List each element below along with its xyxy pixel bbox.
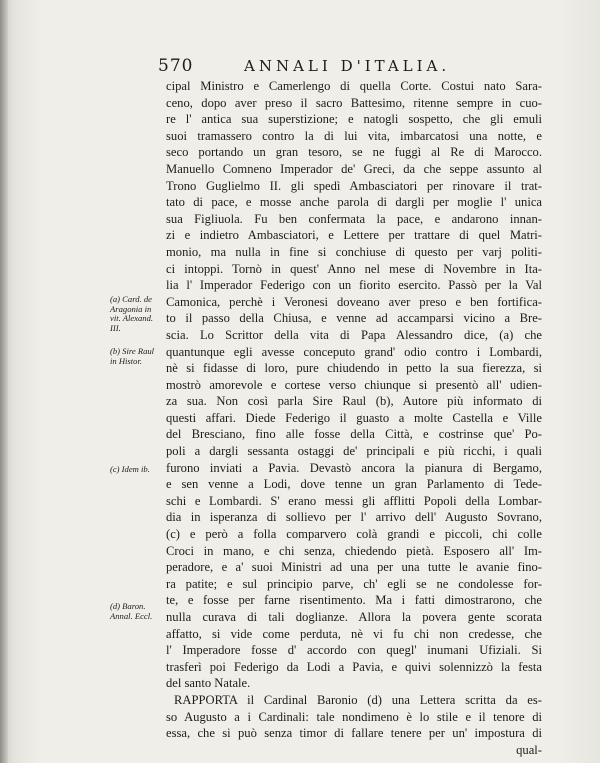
page-gutter-shadow <box>0 0 8 763</box>
text-line: questi affari. Diede Federigo il guasto a molte Castella e Ville <box>166 410 542 425</box>
text-line: del Bresciano, fino alle fosse della Città, e costrinse que' Po- <box>166 427 542 442</box>
margin-note-a <box>110 295 166 333</box>
margin-note-line: Annal. Eccl. <box>110 610 153 621</box>
text-line: l' Imperadore fosse d' accordo con quegl' inumani Ufiziali. Si <box>166 643 542 658</box>
text-line: essa, che si può senza timor di fallare tenere per un' impostura di <box>166 726 542 741</box>
text-line: furono inviati a Pavia. Devastò ancora la pianura di Bergamo, <box>166 460 542 475</box>
text-line: peradore, e a' suoi Ministri ad una per una tutte le avanie fino- <box>166 560 542 575</box>
margin-note-line: in Histor. <box>110 355 142 366</box>
margin-note-line: Aragonia in <box>110 303 152 314</box>
text-line: dia in isperanza di sollievo per l' arrivo dell' Augusto Sovrano, <box>166 510 542 525</box>
margin-note-line: III. <box>110 322 121 333</box>
page-header <box>150 56 490 78</box>
text-line: nulla curava di tali doglianze. Allora la povera gente scorata <box>166 610 542 624</box>
text-line: cipal Ministro e Camerlengo di quella Corte. Costui nato Sara- <box>166 79 542 93</box>
page-number: 570 <box>158 56 194 76</box>
text-line: RAPPORTA il Cardinal Baronio (d) una Lettera scritta da es- <box>174 692 542 707</box>
text-line: nè si fidasse di loro, pure chiudendo in petto la sua fierezza, si <box>166 361 542 376</box>
text-line: Trono Guglielmo II. gli spedì Ambasciatori per rinovare il trat- <box>166 178 542 193</box>
text-line: quantunque egli avesse conceputo grand' odio contro i Lombardi, <box>166 344 542 359</box>
text-line: ra patite; e sul principio parve, ch' egli se ne condolesse for- <box>166 576 542 591</box>
text-line: re l' antica sua superstizione; e natogli sospetto, che gli emuli <box>166 112 542 127</box>
text-line: lia l' Imperador Federigo con un fiorito esercito. Passò per la Val <box>166 278 542 293</box>
text-line: ci intoppi. Tornò in quest' Anno nel mese di Novembre in Ita- <box>166 261 542 276</box>
text-line: so Augusto a i Cardinali: tale nondimeno è lo stile e il tenore di <box>166 709 542 724</box>
text-line: del santo Natale. <box>166 676 251 691</box>
text-line: Croci in mano, e chi senza, chiedendo pietà. Esposero all' Im- <box>166 543 542 558</box>
text-line: te, e fosse per farne risentimento. Ma i fatti dimostrarono, che <box>166 593 542 608</box>
margin-note-b <box>110 347 166 366</box>
margin-note-line: vit. Alexand. <box>110 313 154 324</box>
main-text <box>166 78 542 758</box>
margin-note-line: (a) Card. de <box>110 294 152 304</box>
text-line: ceno, dopo aver preso il sacro Battesimo, ritenne sempre in cuo- <box>166 95 542 110</box>
text-line: Manuello Comneno Imperador de' Greci, da che seppe assunto al <box>166 161 542 176</box>
text-line: mostrò amorevole e cortese verso chiunque si presentò all' udien- <box>166 377 542 392</box>
text-line: za sua. Non così parla Sire Raul (b), Autore più informato di <box>166 394 542 409</box>
text-line: seco portando un gran tesoro, se ne fuggì al Re di Marocco. <box>166 145 542 160</box>
text-line: affatto, si vide come perduta, nè vi fu chi non credesse, che <box>166 626 542 641</box>
text-line: scia. Lo Scrittor della vita di Papa Alessandro dice, (a) che <box>166 327 542 342</box>
running-title: ANNALI D'ITALIA. <box>244 57 451 75</box>
text-line: Camonica, perchè i Veronesi doveano aver preso e ben fortifica- <box>166 294 542 309</box>
margin-note-line: (d) Baron. <box>110 601 146 611</box>
text-line: sua Figliuola. Fu ben confermata la pace, e andarono innan- <box>166 211 542 226</box>
text-line: poli a dargli sessanta ostaggi de' principali e più ricchi, i quali <box>166 444 542 459</box>
text-line: schi e Lombardi. S' erano messi gli afflitti Popoli della Lombar- <box>166 493 542 508</box>
text-line: trasferì poi Federigo da Lodi a Pavia, e quivi solennizzò la festa <box>166 659 542 674</box>
text-line: zi e indietro Ambasciatori, e Lettere per trattare di quel Matri- <box>166 228 542 243</box>
text-line: monio, ma nulla in fine si conchiuse di questo per varj politi- <box>166 244 542 259</box>
text-line: e sen venne a Lodi, dove tenne un gran Parlamento di Tede- <box>166 477 542 492</box>
margin-note-d <box>110 602 166 621</box>
margin-note-c <box>110 465 166 475</box>
margin-note-line: (b) Sire Raul <box>110 346 155 356</box>
text-line: to il passo della Chiusa, e venne ad accamparsi vicino a Bre- <box>166 311 542 326</box>
margin-note-line: (c) Idem ib. <box>110 464 150 474</box>
text-line: tato di pace, e mosse anche parola di dargli per moglie l' unica <box>166 195 542 210</box>
catchword: qual- <box>516 742 542 757</box>
text-line: (c) e però a folla comparvero colà grandi e piccoli, chi colle <box>166 527 542 542</box>
text-line: suoi tramassero contro la di lui vita, imbarcatosi una notte, e <box>166 128 542 143</box>
